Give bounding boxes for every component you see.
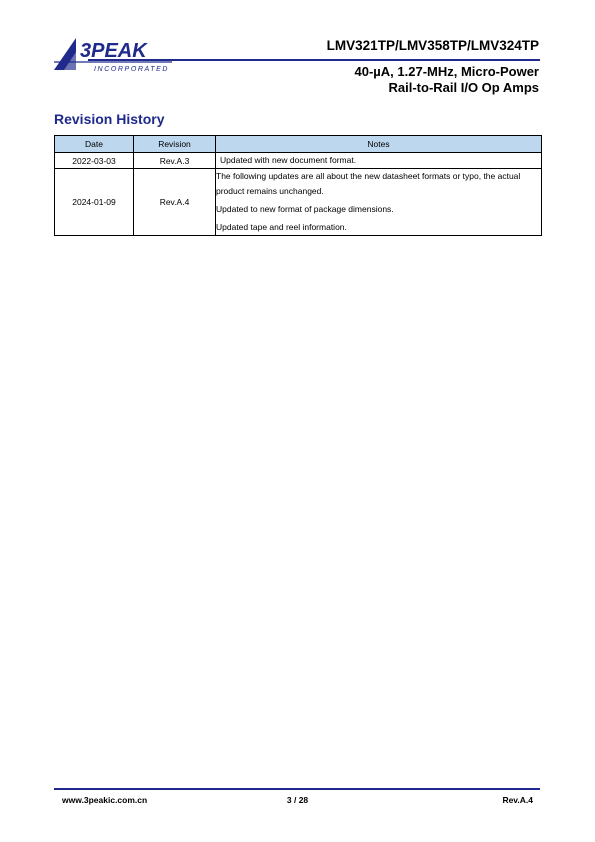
column-header-revision: Revision bbox=[134, 136, 216, 153]
row-notes bbox=[216, 169, 542, 236]
logo-wordmark: 3PEAK bbox=[80, 40, 147, 62]
subtitle-line-2: Rail-to-Rail I/O Op Amps bbox=[388, 80, 539, 95]
document-subtitle bbox=[355, 64, 539, 96]
table-row bbox=[55, 153, 542, 169]
row-revision: Rev.A.3 bbox=[134, 153, 216, 169]
footer-revision: Rev.A.4 bbox=[502, 795, 533, 805]
row-revision: Rev.A.4 bbox=[134, 169, 216, 236]
revision-history-table bbox=[54, 135, 542, 236]
row-notes bbox=[216, 153, 542, 169]
header-divider bbox=[88, 59, 540, 61]
row-date: 2024-01-09 bbox=[55, 169, 134, 236]
company-logo bbox=[54, 36, 174, 74]
row-date: 2022-03-03 bbox=[55, 153, 134, 169]
footer-website-link[interactable]: www.3peakic.com.cn bbox=[62, 795, 148, 805]
column-header-date: Date bbox=[55, 136, 134, 153]
page-current: 3 bbox=[286, 795, 292, 805]
note-item: Updated to new format of package dimensions. bbox=[216, 204, 394, 214]
footer-divider bbox=[54, 788, 540, 790]
page-total: 28 bbox=[298, 795, 309, 805]
part-numbers-title: LMV321TP/LMV358TP/LMV324TP bbox=[326, 38, 539, 53]
note-item: Updated with new document format. bbox=[220, 155, 357, 165]
table-row bbox=[55, 169, 542, 236]
note-item: Updated tape and reel information. bbox=[216, 222, 347, 232]
subtitle-line-1: 40-µA, 1.27-MHz, Micro-Power bbox=[354, 64, 539, 79]
note-item: The following updates are all about the new datasheet formats or typo, the actual product remains unchanged. bbox=[216, 171, 521, 196]
page-separator: / bbox=[293, 795, 297, 805]
logo-tagline: INCORPORATED bbox=[94, 66, 170, 73]
section-heading: Revision History bbox=[54, 111, 165, 127]
column-header-notes: Notes bbox=[216, 136, 542, 153]
table-header-row bbox=[55, 136, 542, 153]
